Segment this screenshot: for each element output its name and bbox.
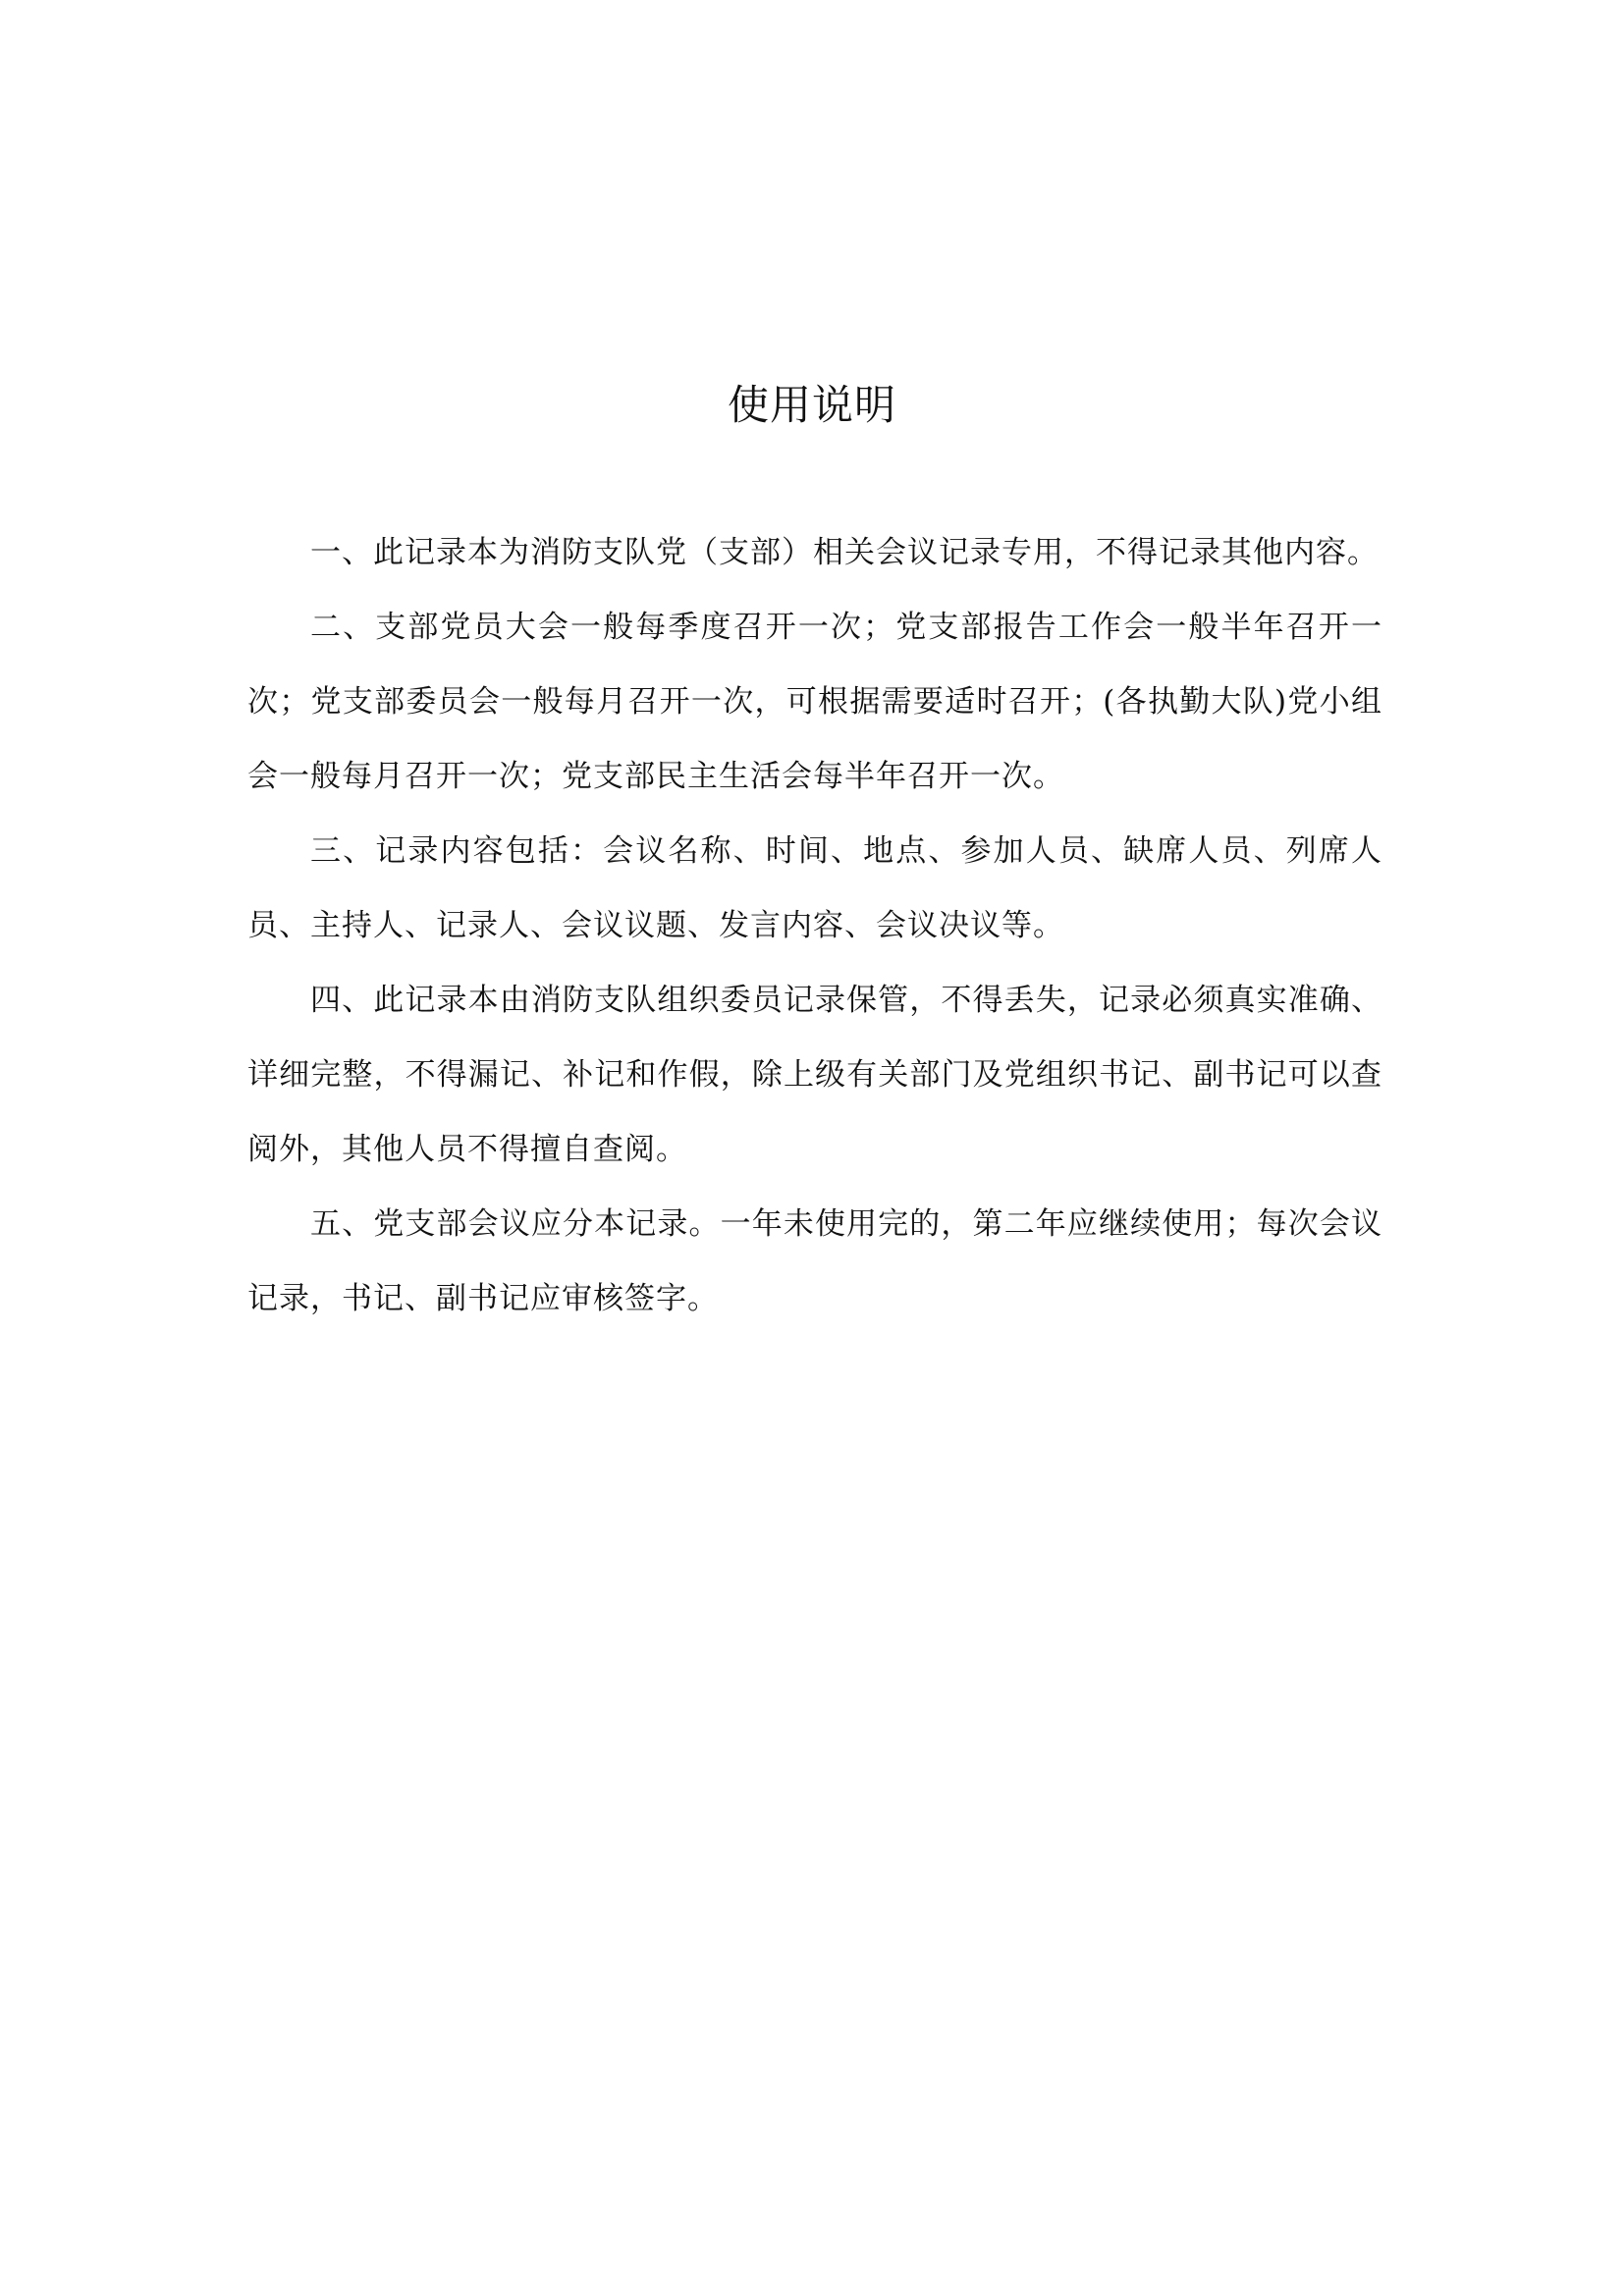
instruction-paragraph-4: 四、此记录本由消防支队组织委员记录保管，不得丢失，记录必须真实准确、详细完整，不得漏记、补记和作假，除上级有关部门及党组织书记、副书记可以查阅外，其他人员不得擅自查阅。 (247, 983, 1382, 1167)
page-title: 使用说明 (727, 381, 896, 429)
instruction-paragraph-3: 三、记录内容包括：会议名称、时间、地点、参加人员、缺席人员、列席人员、主持人、记录人、会议议题、发言内容、会议决议等。 (247, 833, 1382, 943)
instructions-body (247, 515, 1382, 1336)
instruction-paragraph-2: 二、支部党员大会一般每季度召开一次；党支部报告工作会一般半年召开一次；党支部委员会一般每月召开一次，可根据需要适时召开；(各执勤大队)党小组会一般每月召开一次；党支部民主生活会每半年召开一次。 (247, 610, 1382, 794)
instruction-paragraph-5: 五、党支部会议应分本记录。一年未使用完的，第二年应继续使用；每次会议记录，书记、副书记应审核签字。 (247, 1206, 1382, 1316)
instruction-paragraph-1: 一、此记录本为消防支队党（支部）相关会议记录专用，不得记录其他内容。 (310, 535, 1379, 570)
